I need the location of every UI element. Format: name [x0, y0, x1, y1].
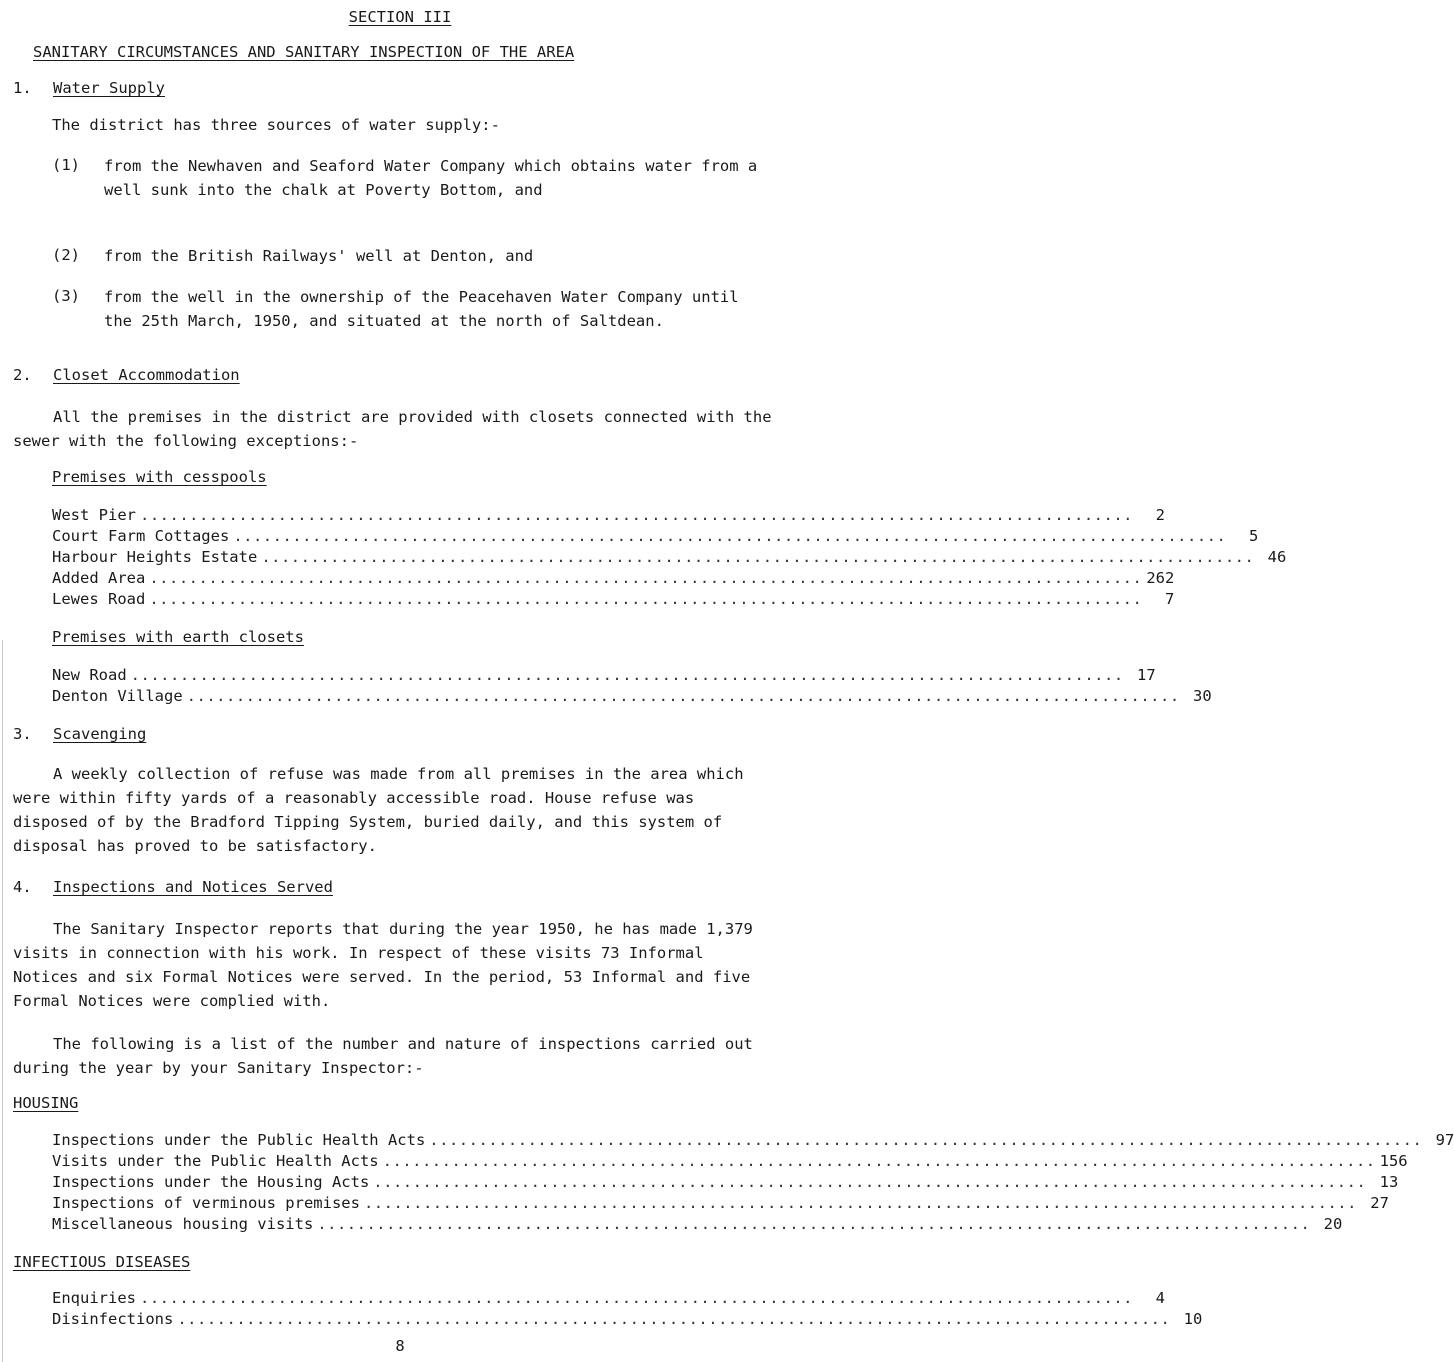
water-source-1-text: from the Newhaven and Seaford Water Company which obtains water from a well sunk into the chalk at Poverty Bottom, and — [104, 157, 758, 199]
scan-margin-line — [2, 640, 3, 1362]
housing-row — [52, 1215, 1343, 1235]
housing-row — [52, 1131, 1454, 1151]
dot-leader: ..................................................................................................... — [140, 1289, 1134, 1307]
housing-item-count: 20 — [1323, 1215, 1343, 1233]
page-number: 8 — [395, 1337, 405, 1355]
housing-row — [52, 1194, 1389, 1214]
housing-heading: HOUSING — [13, 1094, 79, 1112]
earth-closet-count: 30 — [1193, 687, 1212, 705]
housing-item-label: Inspections under the Public Health Acts — [52, 1131, 426, 1149]
housing-item-label: Inspections under the Housing Acts — [52, 1173, 370, 1191]
inspections-list-intro: The following is a list of the number and nature of inspections carried out during the year by your Sanitary Inspector:- — [13, 1035, 753, 1077]
water-supply-intro: The district has three sources of water supply:- — [52, 116, 500, 134]
cesspool-count: 262 — [1146, 569, 1175, 587]
section-3-number: 3. — [13, 725, 32, 743]
cesspool-row — [52, 548, 1287, 568]
section-heading: SECTION III — [348, 8, 452, 26]
document-title: SANITARY CIRCUMSTANCES AND SANITARY INSPECTION OF THE AREA — [33, 43, 575, 61]
earth-closet-row — [52, 666, 1156, 686]
scavenging-text: A weekly collection of refuse was made from all premises in the area which were within fifty yards of a reasonably accessible road. House refuse was disposed of by the Bradford Tipping System, buried daily, and this system of disposal has proved to be satisfactory. — [13, 765, 744, 855]
housing-item-label: Miscellaneous housing visits — [52, 1215, 314, 1233]
infectious-row — [52, 1310, 1203, 1330]
infectious-item-count: 10 — [1183, 1310, 1203, 1328]
dot-leader: ..................................................................................................... — [140, 506, 1134, 524]
cesspool-location: West Pier — [52, 506, 136, 524]
cesspool-count: 46 — [1267, 548, 1287, 566]
dot-leader: ..................................................................................................... — [186, 687, 1180, 705]
earth-closets-heading: Premises with earth closets — [52, 628, 304, 646]
housing-item-count: 27 — [1370, 1194, 1389, 1212]
dot-leader: ..................................................................................................... — [363, 1194, 1357, 1212]
section-2-number: 2. — [13, 366, 32, 384]
cesspool-row — [52, 569, 1175, 589]
section-4-heading: Inspections and Notices Served — [53, 878, 333, 896]
cesspool-location: Lewes Road — [52, 590, 146, 608]
dot-leader: ..................................................................................................... — [317, 1215, 1311, 1233]
dot-leader: ..................................................................................................... — [233, 527, 1227, 545]
water-source-3-text: from the well in the ownership of the Peacehaven Water Company until the 25th March, 1950, and situated at the north of Saltdean. — [104, 288, 739, 330]
inspections-text: The Sanitary Inspector reports that during the year 1950, he has made 1,379 visits in connection with his work. In respect of these visits 73 Informal Notices and six Formal Notices were served. In the period, 53 Informal and five Formal Notices were complied with. — [13, 920, 753, 1010]
infectious-item-count: 4 — [1155, 1289, 1166, 1307]
cesspools-heading: Premises with cesspools — [52, 468, 267, 486]
dot-leader: ..................................................................................................... — [429, 1131, 1423, 1149]
infectious-item-label: Disinfections — [52, 1310, 174, 1328]
cesspool-row — [52, 527, 1259, 547]
dot-leader: ..................................................................................................... — [130, 666, 1124, 684]
cesspool-count: 7 — [1165, 590, 1175, 608]
housing-row — [52, 1173, 1399, 1193]
cesspool-count: 5 — [1248, 527, 1259, 545]
cesspool-row — [52, 590, 1175, 610]
earth-closet-location: Denton Village — [52, 687, 183, 705]
section-3-heading: Scavenging — [53, 725, 147, 743]
housing-item-count: 97 — [1435, 1131, 1454, 1149]
housing-row — [52, 1152, 1408, 1172]
infectious-diseases-heading: INFECTIOUS DISEASES — [13, 1253, 191, 1271]
cesspool-location: Court Farm Cottages — [52, 527, 230, 545]
dot-leader: ..................................................................................................... — [149, 590, 1143, 608]
dot-leader: ..................................................................................................... — [382, 1152, 1376, 1170]
water-source-3-number: (3) — [52, 287, 80, 305]
earth-closet-row — [52, 687, 1212, 707]
dot-leader: ..................................................................................................... — [261, 548, 1255, 566]
section-1-heading: Water Supply — [53, 79, 165, 97]
dot-leader: ..................................................................................................... — [149, 569, 1143, 587]
closet-accommodation-text: All the premises in the district are provided with closets connected with the sewer with the following exceptions:- — [13, 408, 772, 450]
cesspool-location: Harbour Heights Estate — [52, 548, 258, 566]
housing-item-label: Visits under the Public Health Acts — [52, 1152, 379, 1170]
section-1-number: 1. — [13, 79, 32, 97]
earth-closet-location: New Road — [52, 666, 127, 684]
cesspool-location: Added Area — [52, 569, 146, 587]
water-source-1-number: (1) — [52, 156, 80, 174]
water-source-2-number: (2) — [52, 246, 80, 264]
cesspool-count: 2 — [1155, 506, 1166, 524]
housing-item-label: Inspections of verminous premises — [52, 1194, 360, 1212]
section-4-number: 4. — [13, 878, 32, 896]
section-2-heading: Closet Accommodation — [53, 366, 240, 384]
infectious-item-label: Enquiries — [52, 1289, 136, 1307]
housing-item-count: 13 — [1379, 1173, 1399, 1191]
infectious-row — [52, 1289, 1166, 1309]
housing-item-count: 156 — [1379, 1152, 1408, 1170]
cesspool-row — [52, 506, 1166, 526]
dot-leader: ..................................................................................................... — [373, 1173, 1367, 1191]
dot-leader: ..................................................................................................... — [177, 1310, 1171, 1328]
water-source-2-text: from the British Railways' well at Denton, and — [104, 247, 534, 265]
earth-closet-count: 17 — [1137, 666, 1156, 684]
